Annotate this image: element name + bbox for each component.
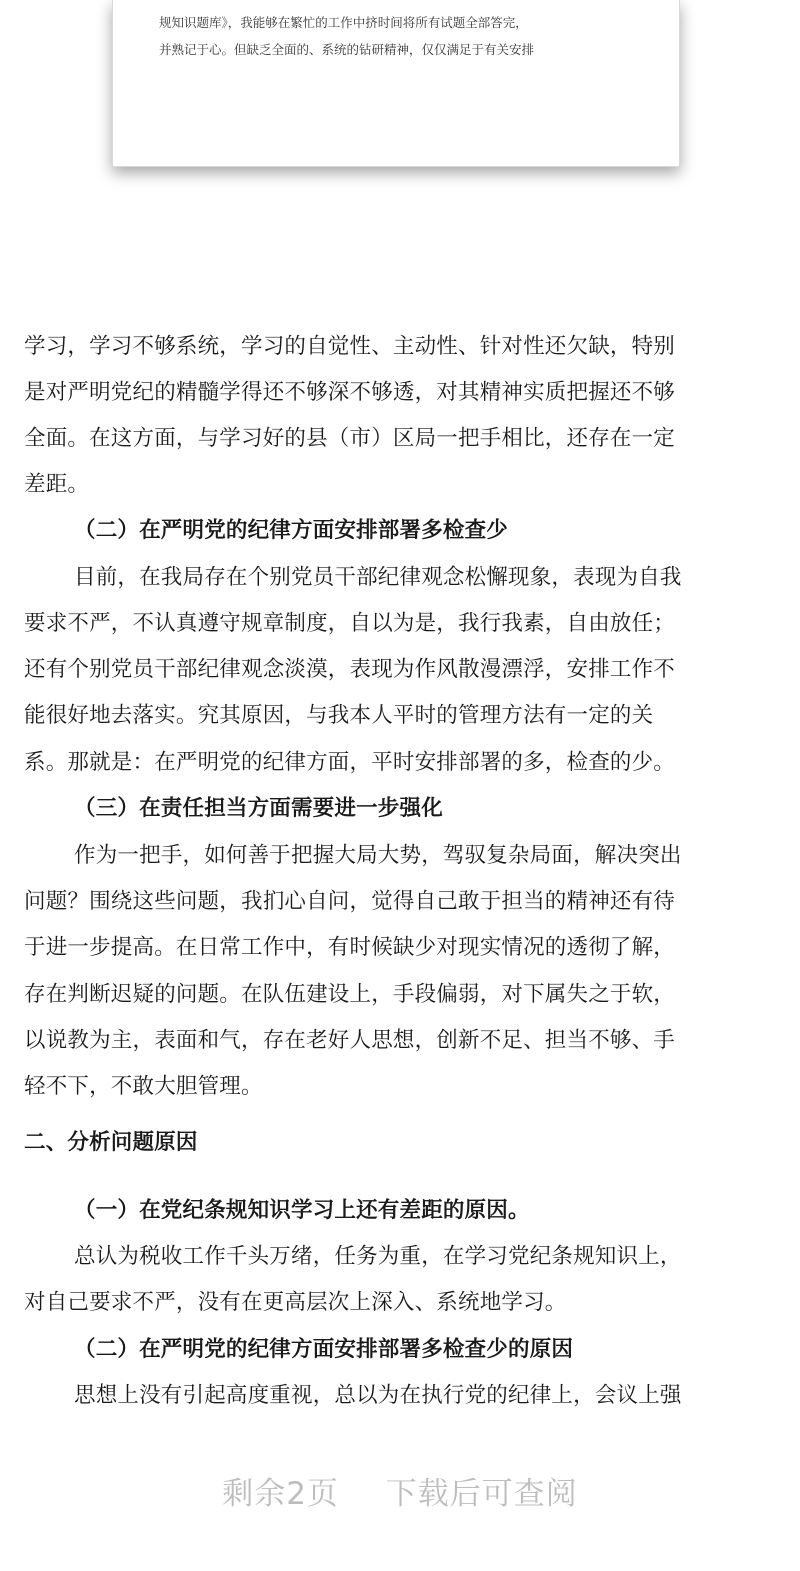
paragraph-line: 轻不下，不敢大胆管理。 — [24, 1074, 263, 1099]
paragraph-line: 全面。在这方面，与学习好的县（市）区局一把手相比，还存在一定 — [24, 426, 676, 451]
paragraph-line: 存在判断迟疑的问题。在队伍建设上，手段偏弱，对下属失之于软， — [24, 982, 676, 1007]
paragraph-line: 系。那就是：在严明党的纪律方面，平时安排部署的多，检查的少。 — [24, 750, 676, 775]
download-prompt[interactable] — [0, 1468, 800, 1513]
paragraph-line: 于进一步提高。在日常工作中，有时候缺少对现实情况的透彻了解， — [24, 935, 676, 960]
remaining-pages-label: 剩余2页 — [222, 1476, 339, 1512]
paragraph-line: 差距。 — [24, 472, 90, 497]
paragraph-line: 是对严明党纪的精髓学得还不够深不够透，对其精神实质把握还不够 — [24, 380, 676, 405]
subsection-heading: （三）在责任担当方面需要进一步强化 — [74, 796, 443, 821]
download-to-view-label[interactable]: 下载后可查阅 — [385, 1476, 578, 1512]
paragraph-line: 总认为税收工作千头万绪，任务为重，在学习党纪条规知识上， — [74, 1244, 682, 1269]
preview-line: 规知识题库》，我能够在繁忙的工作中挤时间将所有试题全部答完， — [159, 15, 528, 30]
section-heading: 二、分析问题原因 — [24, 1130, 198, 1155]
subsection-heading: （二）在严明党的纪律方面安排部署多检查少的原因 — [74, 1337, 574, 1362]
paragraph-line: 作为一把手，如何善于把握大局大势，驾驭复杂局面，解决突出 — [74, 843, 682, 868]
paragraph-line: 对自己要求不严，没有在更高层次上深入、系统地学习。 — [24, 1290, 567, 1315]
paragraph-line: 学习，学习不够系统，学习的自觉性、主动性、针对性还欠缺，特别 — [24, 334, 676, 359]
paragraph-line: 思想上没有引起高度重视，总以为在执行党的纪律上，会议上强 — [74, 1383, 682, 1408]
paragraph-line: 还有个别党员干部纪律观念淡漠，表现为作风散漫漂浮，安排工作不 — [24, 657, 676, 682]
paragraph-line: 目前，在我局存在个别党员干部纪律观念松懈现象，表现为自我 — [74, 565, 682, 590]
paragraph-line: 以说教为主，表面和气，存在老好人思想，创新不足、担当不够、手 — [24, 1028, 676, 1053]
subsection-heading: （一）在党纪条规知识学习上还有差距的原因。 — [74, 1198, 530, 1223]
document-preview-card — [112, 0, 680, 167]
paragraph-line: 问题？围绕这些问题，我扪心自问，觉得自己敢于担当的精神还有待 — [24, 889, 676, 914]
paragraph-line: 要求不严，不认真遵守规章制度，自以为是，我行我素，自由放任； — [24, 611, 676, 636]
paragraph-line: 能很好地去落实。究其原因，与我本人平时的管理方法有一定的关 — [24, 703, 654, 728]
preview-line: 并熟记于心。但缺乏全面的、系统的钻研精神，仅仅满足于有关安排 — [159, 42, 535, 57]
subsection-heading: （二）在严明党的纪律方面安排部署多检查少 — [74, 518, 509, 543]
